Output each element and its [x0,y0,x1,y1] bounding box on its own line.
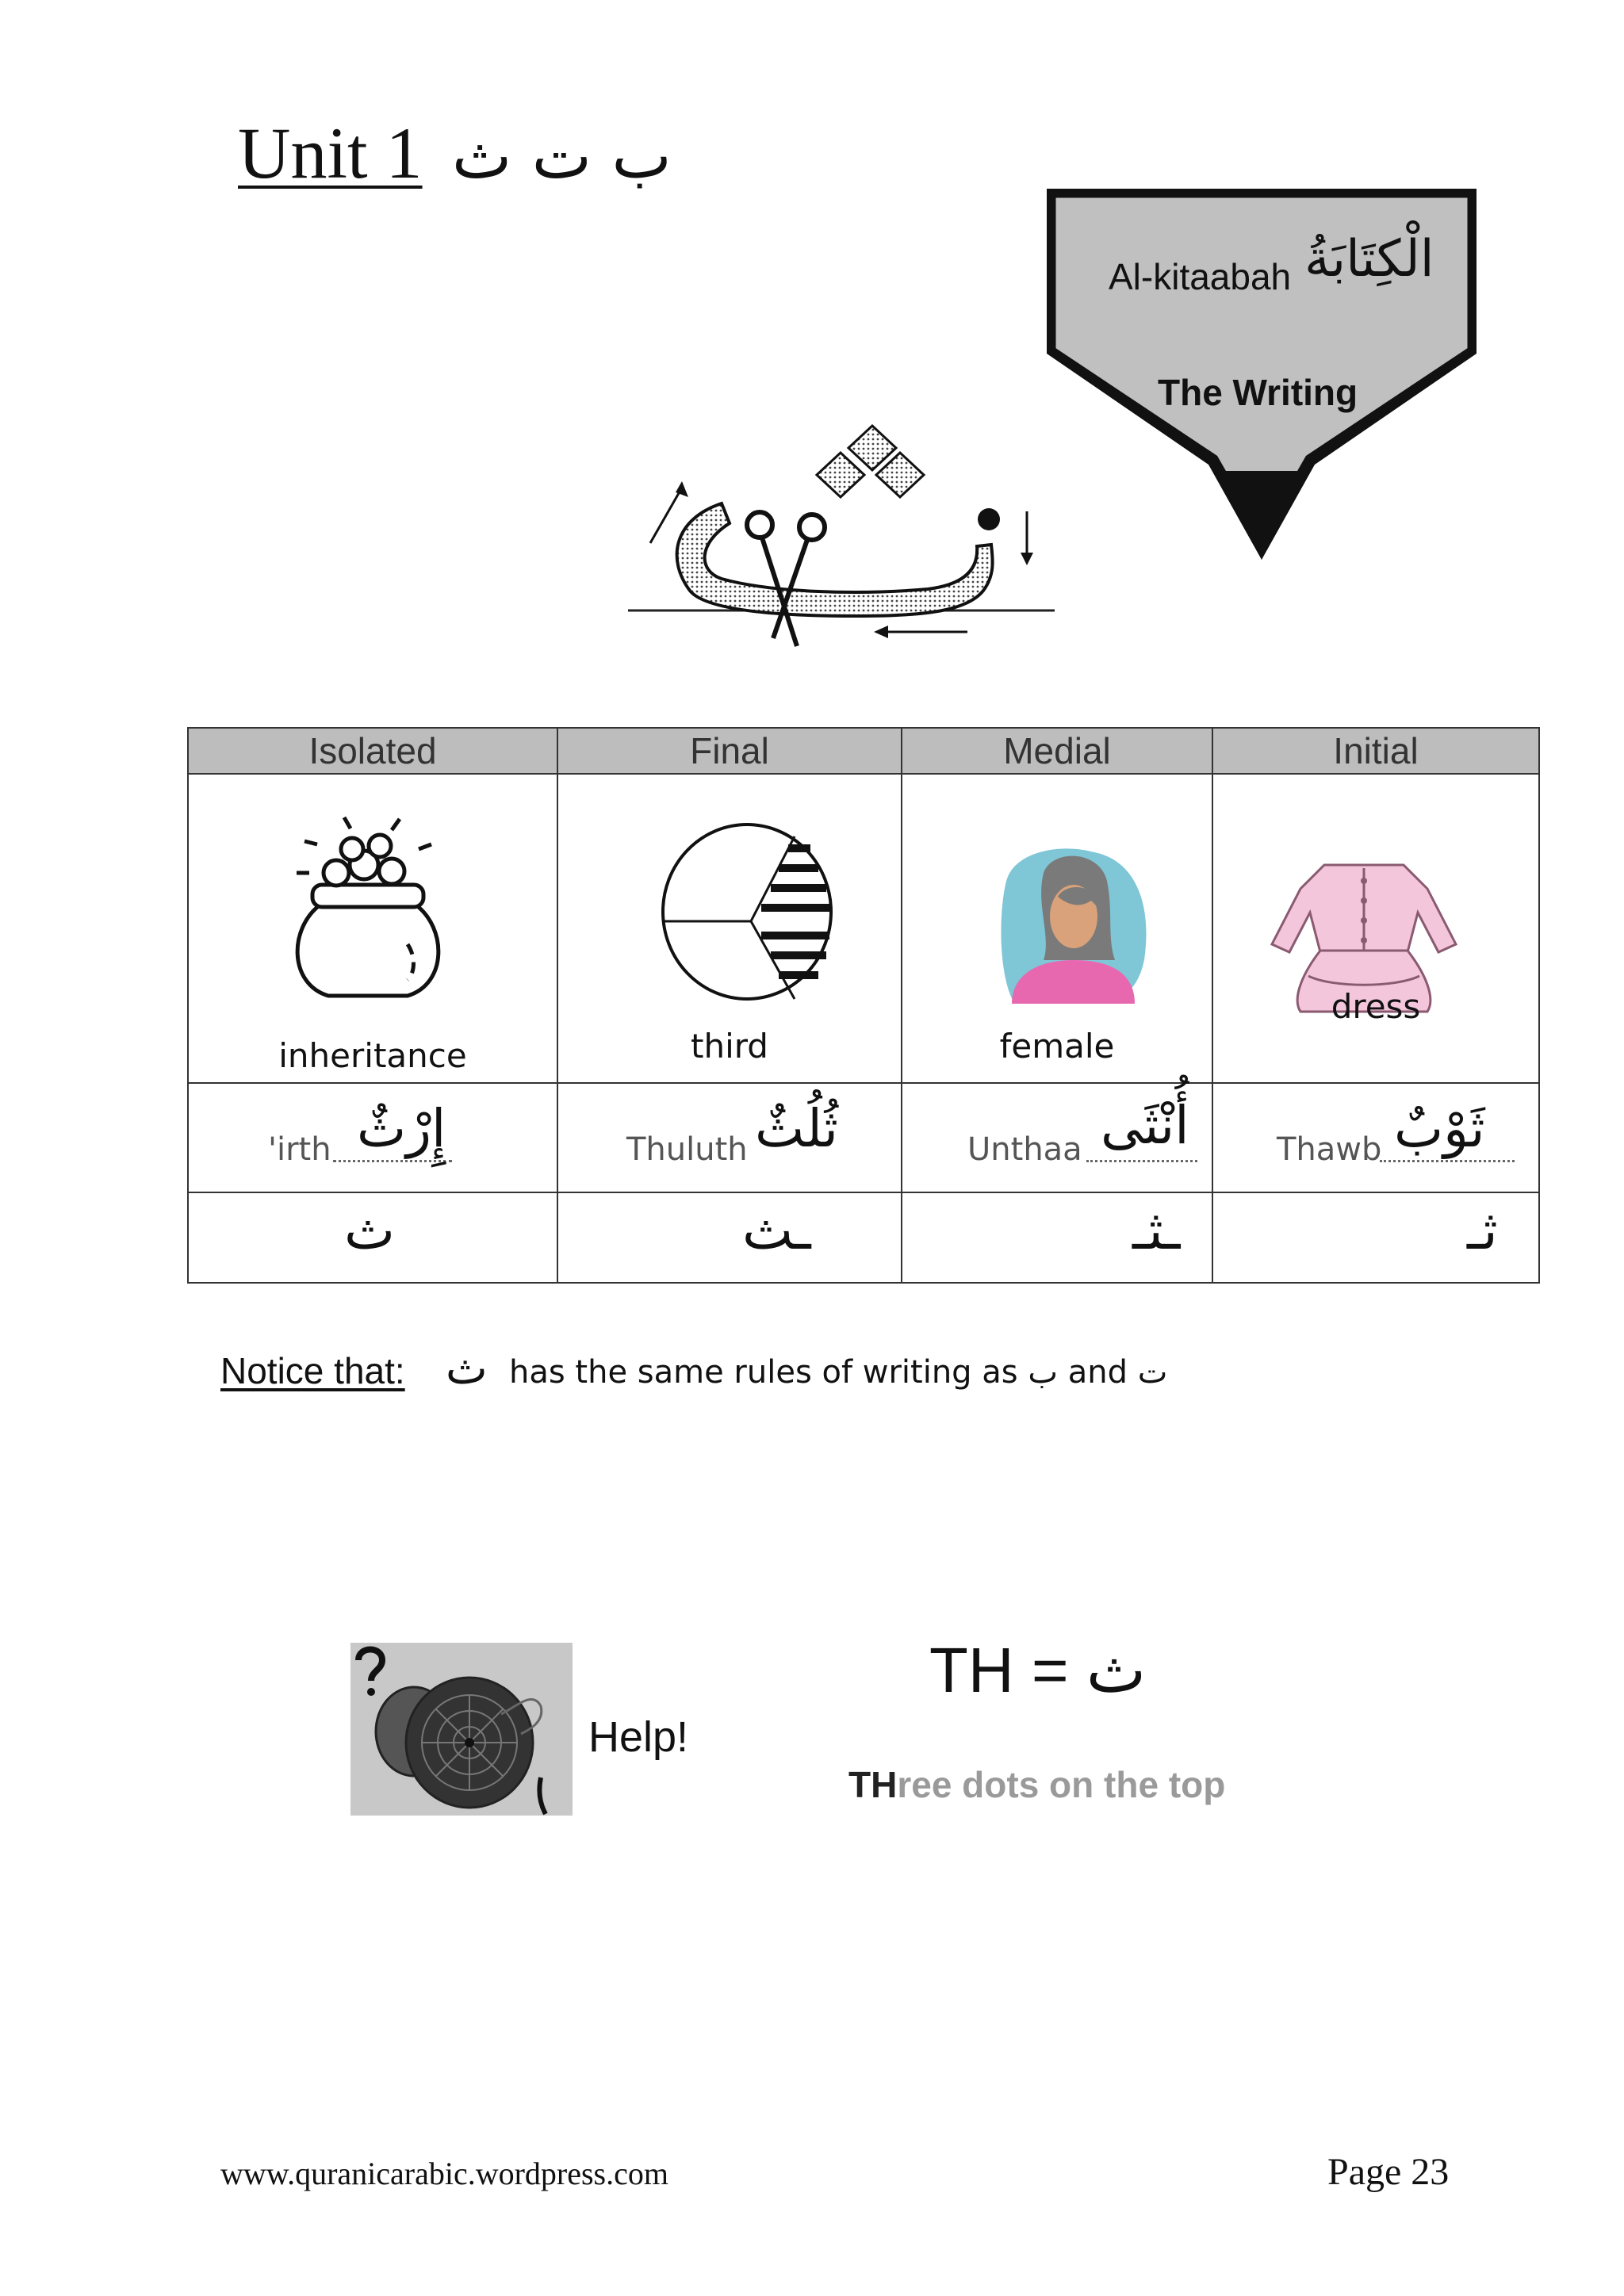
word-transliteration: Thuluth [626,1131,748,1168]
header-medial: Medial [902,728,1212,774]
letter-form-final: ـث [742,1200,811,1262]
picture-label: inheritance [278,1036,467,1075]
form-cell-initial [1212,1192,1539,1283]
word-transliteration: Unthaa [967,1131,1082,1168]
mnemonic-bold: TH [848,1764,898,1805]
footer-url: www.quranicarabic.wordpress.com [220,2156,668,2191]
word-cell-final [557,1083,902,1192]
dotted-line [1086,1160,1197,1162]
header-final: Final [557,728,902,774]
th-mnemonic [848,1763,1225,1806]
form-cell-isolated [188,1192,557,1283]
word-transliteration: Thawb [1277,1131,1382,1168]
word-cell-isolated [188,1083,557,1192]
dotted-line [1380,1160,1515,1162]
treasure-pot-icon [289,809,447,1008]
th-equation: TH = ث [929,1635,1147,1705]
header-isolated: Isolated [188,728,557,774]
form-row [188,1192,1539,1283]
letter-form-isolated: ث [344,1200,396,1262]
form-cell-final [557,1192,902,1283]
picture-row [188,774,1539,1083]
letter-form-medial: ـثـ [1132,1200,1181,1262]
unit-title: Unit 1 [238,113,423,193]
picture-label: dress [1331,987,1421,1026]
badge-subtitle: The Writing [1158,372,1358,413]
picture-cell-initial [1212,774,1539,1083]
notice-text: has the same rules of writing as ب and ت [509,1354,1168,1391]
circle-third-icon [660,821,834,1003]
help-image [350,1643,573,1816]
picture-cell-medial [902,774,1212,1083]
page-number: Page 23 [1327,2151,1450,2193]
badge-transliteration: Al-kitaabah [1109,256,1292,297]
word-cell-initial [1212,1083,1539,1192]
header-initial: Initial [1212,728,1539,774]
badge-arabic: الْكِتَابَةُ [1304,230,1434,289]
word-arabic: ثُلُثٌ [755,1098,839,1159]
word-transliteration: 'irth [268,1131,331,1168]
word-arabic: ثَوْبٌ [1394,1098,1485,1159]
mnemonic-rest: ree dots on the top [897,1764,1226,1805]
table-header-row [188,728,1539,774]
letter-forms-table [187,727,1540,1284]
letter-stroke-illustration [619,408,1063,662]
woman-icon [996,841,1155,1009]
word-arabic: أُنْثَى [1101,1095,1189,1156]
notice-letter: ث [446,1343,488,1395]
picture-label: third [691,1027,768,1066]
confused-person-icon [350,1643,573,1816]
notice-label: Notice that: [220,1350,405,1391]
dotted-line [333,1160,452,1162]
picture-cell-final [557,774,902,1083]
picture-label: female [999,1027,1115,1066]
help-text: Help! [588,1713,689,1761]
letter-form-initial: ثـ [1467,1200,1498,1262]
word-row [188,1083,1539,1192]
word-arabic: إِرْثٌ [357,1098,446,1159]
word-cell-medial [902,1083,1212,1192]
form-cell-medial [902,1192,1212,1283]
unit-letters: ب ت ث [452,119,672,193]
picture-cell-isolated [188,774,557,1083]
